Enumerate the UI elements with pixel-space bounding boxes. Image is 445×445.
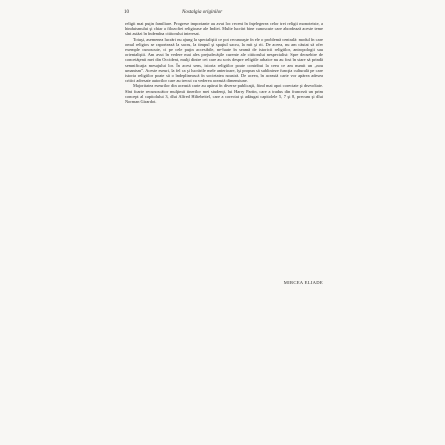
- page-header: [124, 10, 324, 20]
- author-signature: MIRCEA ELIADE: [283, 280, 323, 285]
- page-number: 10: [124, 10, 129, 15]
- paragraph: Totuşi, asemenea lucrări nu ajung la specialiştii ce pot recunoaşte în ele o problemă centrală: modul în care omul religios se raportează la sacru, la timpul şi spaţiul sacru, la mit şi rit. De aceea, nu am căutat să ofer exemple cunoscute, ci pe cele puţin accesibile, ne-luate în seamă de istoricii religiilor, antropologii sau orientaliştii. Am avut în vedere mai ales prejudecăţile curente ale cititorului nespecialist: Spre deosebire de concetăţenii mei din Occident, mulţi dintre cei care au scris despre religiile arhaice nu au fost în stare să prindă semnificaţia mesajului lor. În acest sens, istoria religiilor poate contribui la ceea ce am numit un „nou umanism”. Aceste eseuri, la fel ca şi lucrările mele anterioare, îşi propun să sublinieze funcţia culturală pe care istoria religiilor poate să o îndeplinească în societatea noastră. De aceea, în această carte vor apărea adesea critici adresate autorilor care au trecut cu vederea această dimensiune.: [125, 36, 323, 84]
- paragraph: religii mai puţin familiare. Progrese importante au avut loc recent în înţelegerea celor trei religii monoteiste, a hinduismului şi chiar a filozofiei religioase ale Indiei. Multe lucrări bine cunoscute care abordează aceste teme sînt astăzi în îndemîna cititorului interesat.: [125, 21, 323, 37]
- paragraph: Majoritatea eseurilor din această carte au apărut în diverse publicaţii, fiind mai apoi corectate şi dezvoltate. Sînt foarte recunoscător mulţimii tinerilor mei studenţi, lui Harry Partin, care a tradus din franceză un prim concept al capitolului 3, dlui Alfred Hiltebeitel, care a corectat şi adăugat capitolele 5, 7 şi 8, precum şi dlui Norman Girardot.: [125, 83, 323, 105]
- running-title: Nostalgia originilor: [182, 10, 223, 15]
- body-text: [125, 21, 323, 104]
